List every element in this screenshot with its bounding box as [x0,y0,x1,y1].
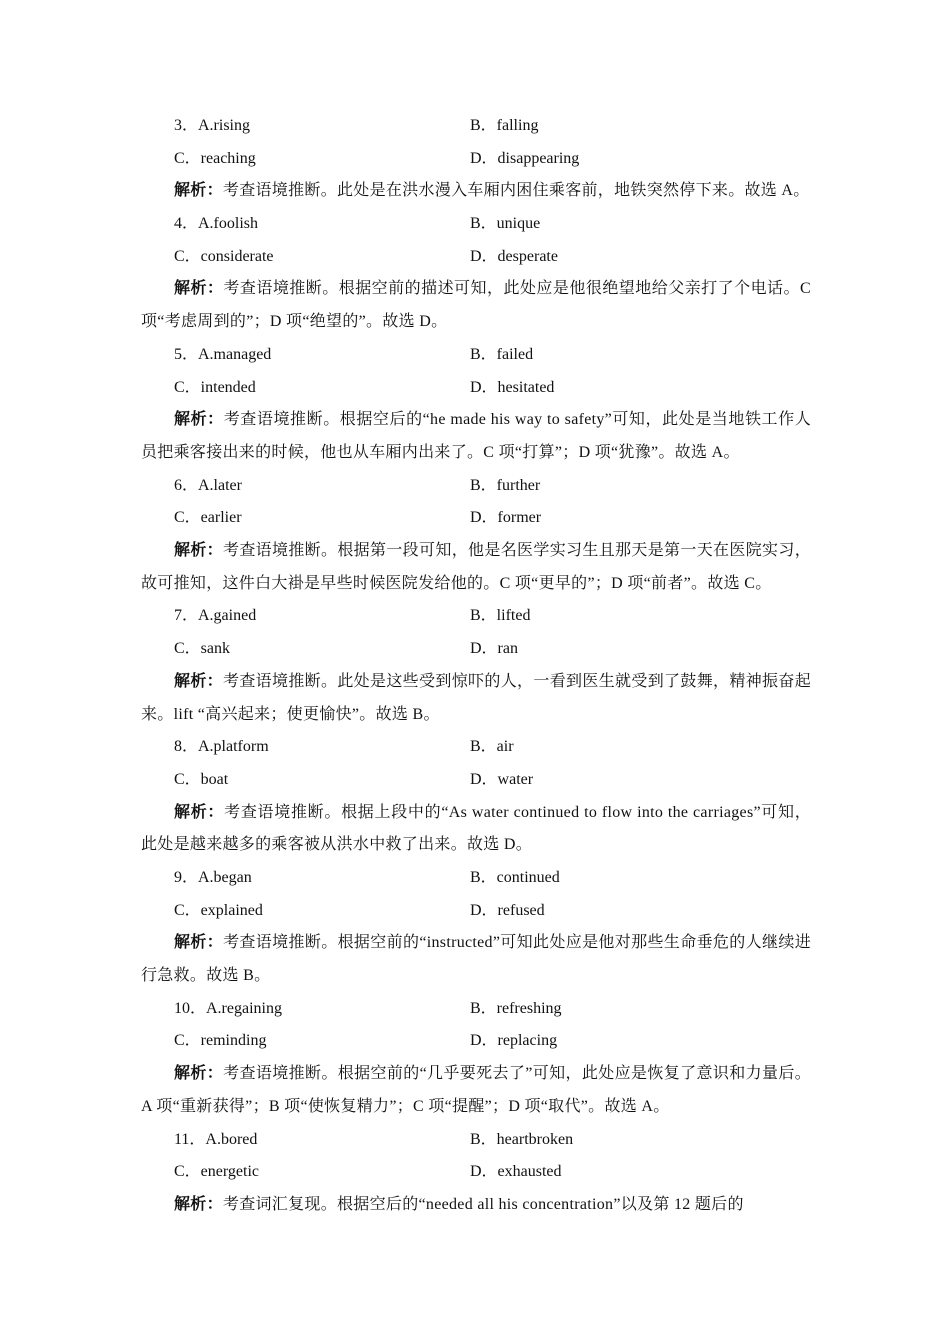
explanation [141,404,811,469]
explanation-text: 考查语境推断。此处是在洪水漫入车厢内困住乘客前，地铁突然停下来。故选 A。 [222,182,810,200]
option-b: B．continued [470,868,560,886]
option-c: C．intended [174,378,256,396]
options-row [141,1156,811,1189]
options-row [141,470,811,503]
option-a: 7．A.gained [174,607,257,625]
explanation-label: 解析： [174,542,224,560]
explanation-label: 解析： [174,803,225,821]
option-c: C．earlier [174,509,242,527]
explanation-label: 解析： [174,934,224,952]
explanation-text: 考查语境推断。此处是这些受到惊吓的人，一看到医生就受到了鼓舞，精神振奋起来。lift “高兴起来；使更愉快”。故选 B。 [141,672,811,723]
option-c: C．considerate [174,247,274,265]
option-a: 6．A.later [174,476,242,494]
option-d: D．water [470,770,534,788]
options-row [141,993,811,1026]
option-c: C．reminding [174,1032,267,1050]
option-c: C．sank [174,640,231,658]
explanation-label: 解析： [174,411,224,429]
explanation [141,1189,811,1222]
options-row [141,208,811,241]
options-row [141,143,811,176]
option-a: 8．A.platform [174,738,269,756]
options-row [141,241,811,274]
explanation-text: 考查语境推断。根据空前的描述可知，此处应是他很绝望地给父亲打了个电话。C 项“考虑周到的”；D 项“绝望的”。故选 D。 [141,280,811,331]
option-a: 3．A.rising [174,117,251,134]
option-c: C．explained [174,901,263,919]
option-a: 5．A.managed [174,345,272,363]
explanation-text: 考查语境推断。根据空后的“he made his way to safety”可知，此处是当地铁工作人员把乘客接出来的时候，他也从车厢内出来了。C 项“打算”；D 项“犹豫”。故选 A。 [141,411,811,461]
explanation [141,175,811,208]
options-row [141,502,811,535]
option-d: D．replacing [470,1032,558,1050]
option-b: B．air [470,738,514,756]
explanation-text: 考查语境推断。根据第一段可知，他是名医学实习生且那天是第一天在医院实习，故可推知，这件白大褂是早些时候医院发给他的。C 项“更早的”；D 项“前者”。故选 C。 [141,542,811,592]
option-a: 4．A.foolish [174,215,259,233]
options-row [141,633,811,666]
option-d: D．refused [470,901,545,919]
option-d: D．ran [470,640,518,658]
options-row [141,1025,811,1058]
options-row [141,731,811,764]
option-b: B．unique [470,215,541,233]
explanation-text: 考查词汇复现。根据空后的“needed all his concentration”以及第 12 题后的 [222,1195,744,1213]
explanation-label: 解析： [174,1195,223,1213]
option-c: C．boat [174,770,229,788]
options-row [141,339,811,372]
explanation [141,273,811,338]
explanation-text: 考查语境推断。根据空前的“几乎要死去了”可知，此处应是恢复了意识和力量后。A 项“重新获得”；B 项“使恢复精力”；C 项“提醒”；D 项“取代”。故选 A。 [141,1065,811,1115]
option-c: C．reaching [174,149,256,167]
option-d: D．hesitated [470,378,555,396]
explanation [141,927,811,992]
options-row [141,600,811,633]
option-a: 9．A.began [174,868,252,886]
explanation-label: 解析： [174,672,224,690]
answer-section [141,110,811,1222]
option-d: D．desperate [470,247,558,265]
explanation-label: 解析： [174,182,223,200]
option-b: B．refreshing [470,999,562,1017]
explanation-label: 解析： [174,1065,224,1083]
option-d: D．exhausted [470,1163,562,1181]
explanation-label: 解析： [174,280,224,298]
option-d: D．former [470,509,542,527]
option-b: B．lifted [470,607,531,625]
option-b: B．falling [470,117,539,134]
options-row [141,110,811,143]
option-b: B．heartbroken [470,1130,574,1148]
explanation-text: 考查语境推断。根据空前的“instructed”可知此处应是他对那些生命垂危的人继续进行急救。故选 B。 [141,934,811,985]
options-row [141,1124,811,1157]
explanation [141,797,811,862]
explanation [141,666,811,731]
option-c: C．energetic [174,1163,260,1181]
options-row [141,895,811,928]
option-d: D．disappearing [470,149,580,167]
options-row [141,764,811,797]
explanation [141,1058,811,1123]
explanation [141,535,811,600]
option-b: B．failed [470,345,534,363]
option-b: B．further [470,476,541,494]
options-row [141,372,811,405]
option-a: 11．A.bored [174,1130,258,1148]
options-row [141,862,811,895]
explanation-text: 考查语境推断。根据上段中的“As water continued to flow into the carriages”可知，此处是越来越多的乘客被从洪水中救了出来。故选 D。 [141,803,811,854]
option-a: 10．A.regaining [174,999,282,1017]
